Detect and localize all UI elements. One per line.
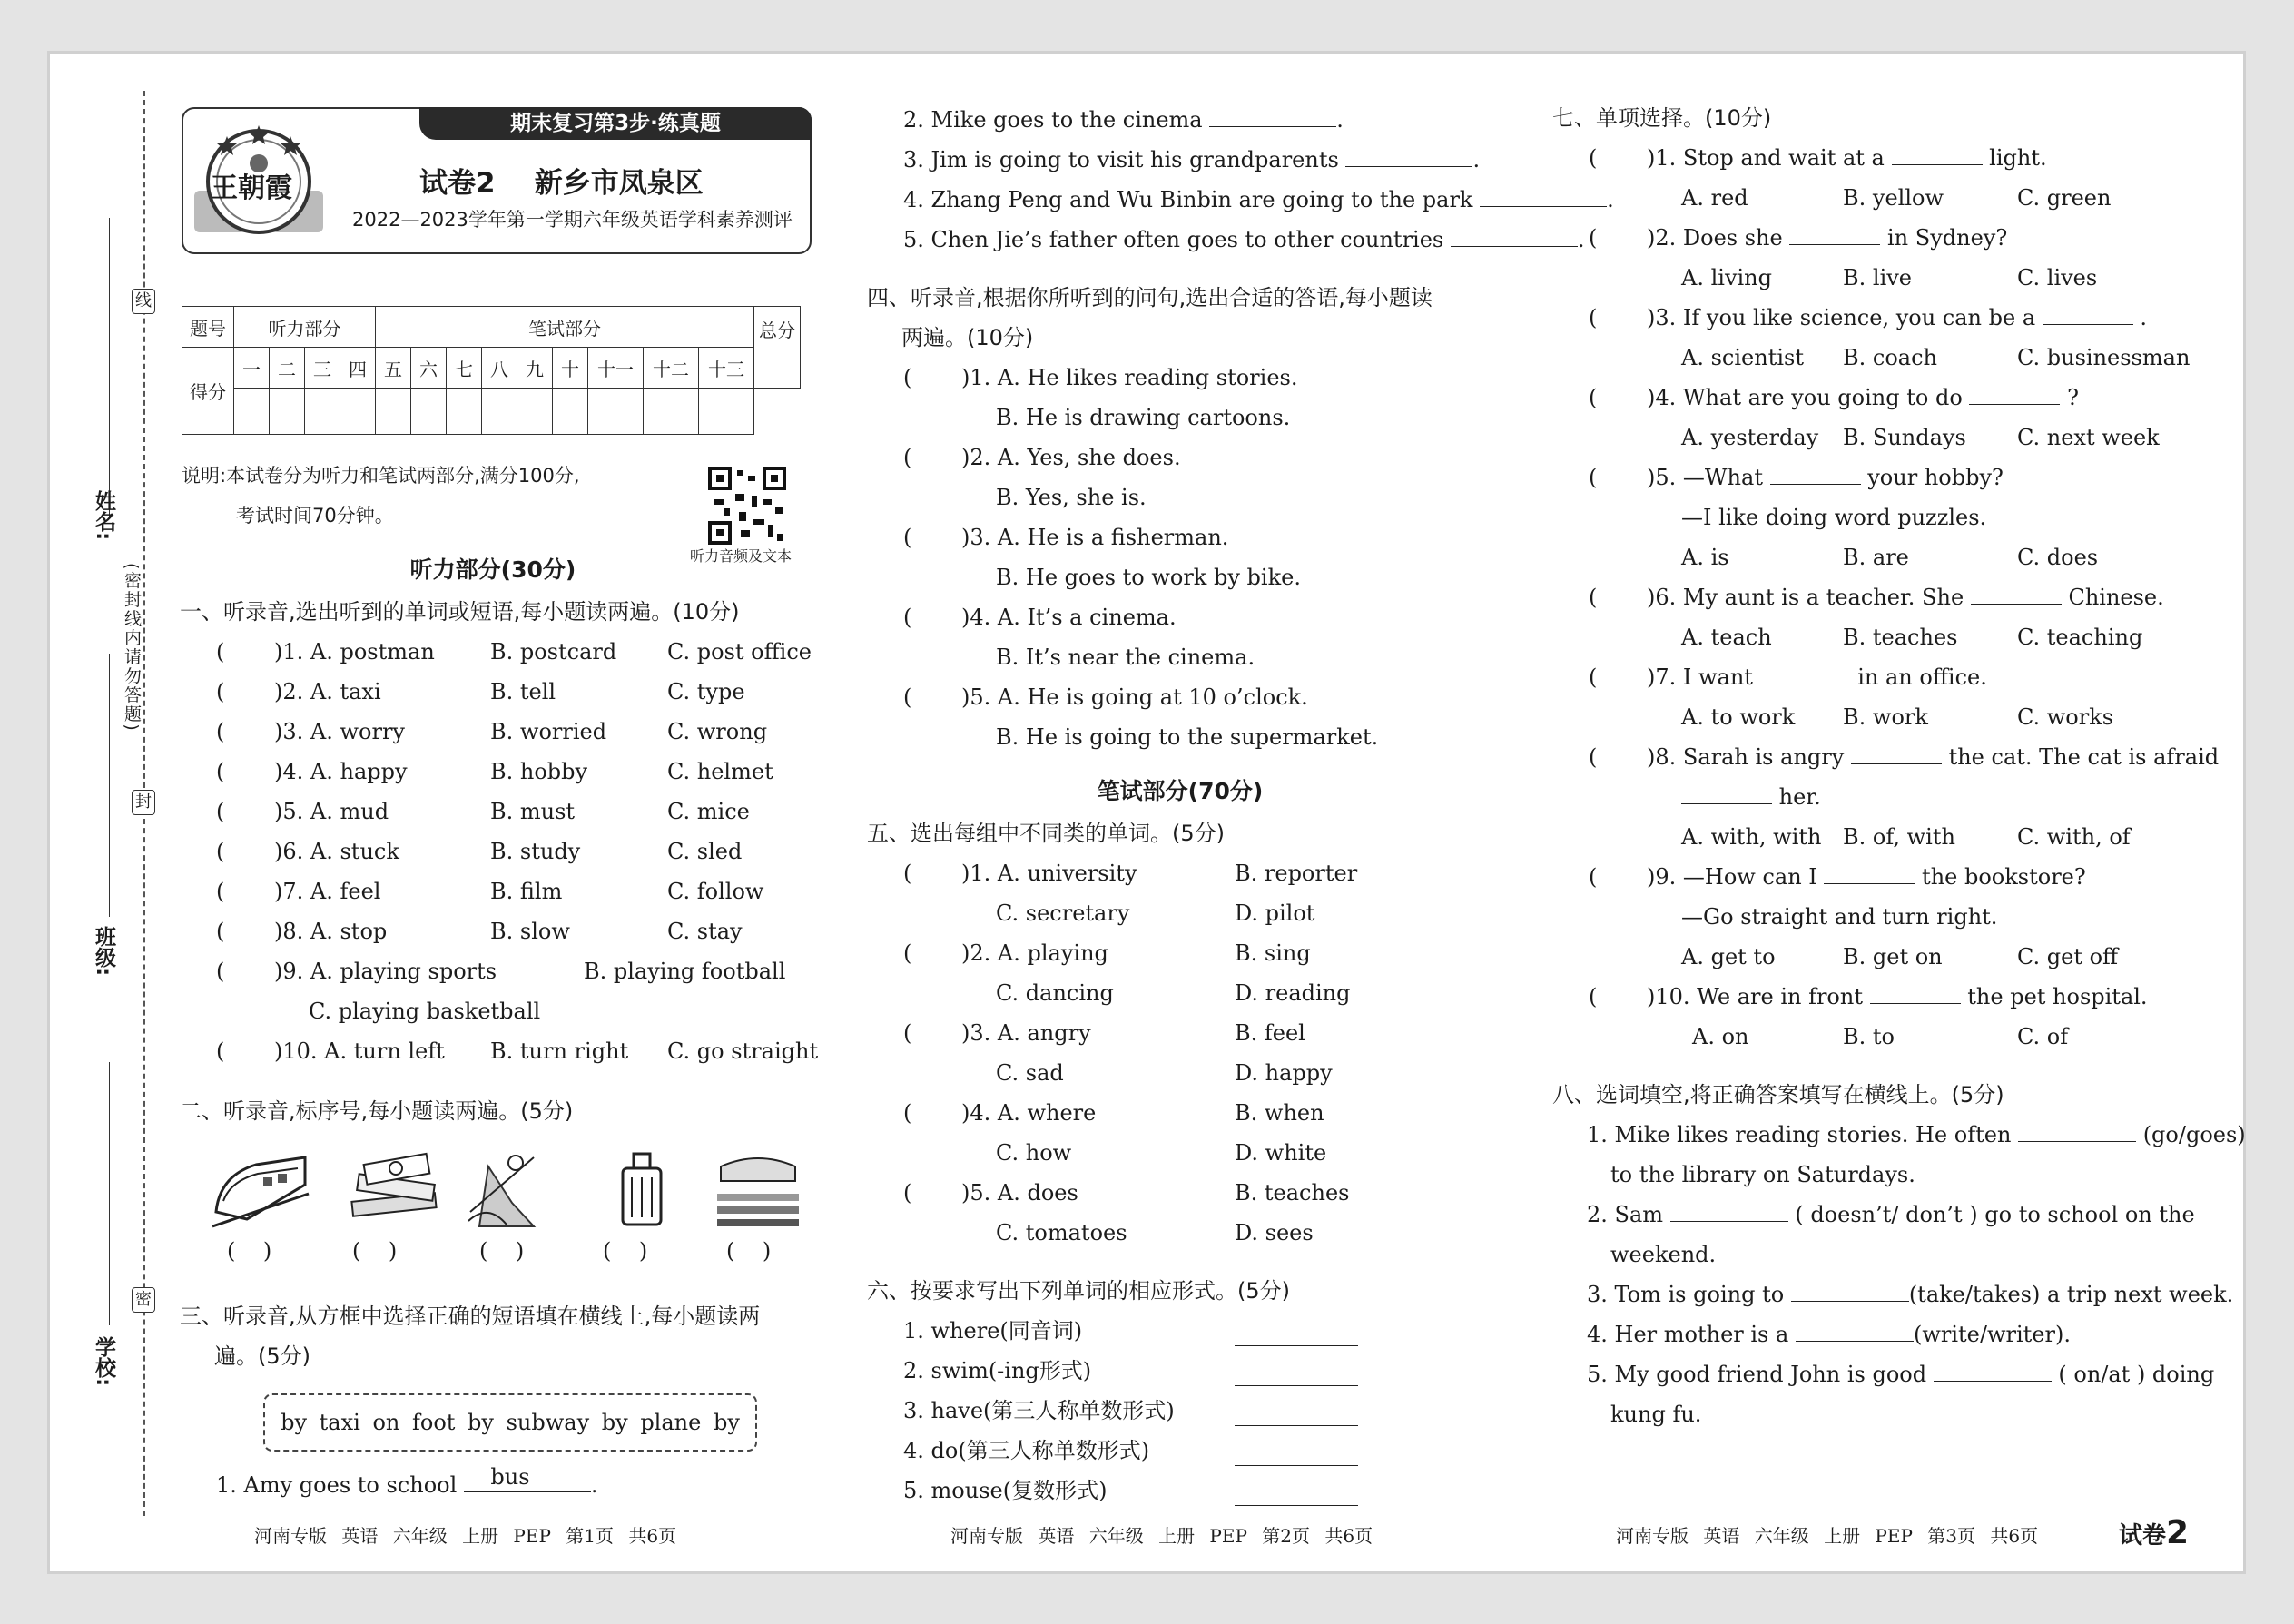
header-box bbox=[182, 107, 812, 254]
option-a[interactable]: )4. A. It’s a cinema. bbox=[961, 605, 1177, 630]
odd-one-out-q5 bbox=[867, 1173, 1493, 1213]
question-number: 二 bbox=[270, 348, 305, 389]
option-b[interactable]: B. must bbox=[490, 799, 576, 824]
answer-paren[interactable]: ( bbox=[903, 1100, 912, 1126]
s7-q7: ( )7. I want in an office. bbox=[1552, 657, 2206, 697]
option-a[interactable]: )1. A. He likes reading stories. bbox=[961, 365, 1298, 390]
option-b[interactable]: B. He is going to the supermarket. bbox=[996, 724, 1379, 750]
column-3: 七、单项选择。(10分) ( )1. Stop and wait at a light. A. red B. yellow C. green ( )2. Does she in Sydney? A. living B. live C. lives ( )3. If you like science, you can be a . A. scientist B. coach C. businessman ( )4. What are you going to do ? A. yesterday B. Sundays C. next week ( )5. —What your hobby? —I like doing word puzzles. A. is B. are C. does ( )6. My aunt is a teacher. She Chinese. A. teach B. teaches C. teaching ( )7. I want in an office. A. to work B. work C. works ( )8. Sarah is angry the cat. The cat is afraid her. A. with, with B. of, with C. with, of ( )9. —How can I the bookstore? —Go straight and turn right. A. get to B. get on C. get off ( )10. We are in front the pet hospital. A. on B. to C. of 八、选词填空,将正确答案填写在横线上。(5分) 1. Mike likes reading stories. He often (go/goes) to the library on Saturdays. 2. Sam ( doesn’t/ don’t ) go to school on the weekend. 3. Tom is going to (take/takes) a trip next week. 4. Her mother is a (write/writer). 5. My good friend John is good ( on/at ) doing kung fu. bbox=[1552, 98, 2206, 1434]
question-number: 四 bbox=[340, 348, 376, 389]
question-number: 十二 bbox=[644, 348, 699, 389]
option-c[interactable]: C. helmet bbox=[667, 759, 773, 784]
option-b[interactable]: B. Sundays bbox=[1843, 425, 1966, 450]
word-form-prompt: 4. do(第三人称单数形式) bbox=[903, 1438, 1150, 1463]
option-b[interactable]: B. hobby bbox=[490, 759, 588, 784]
option-b[interactable]: B. tell bbox=[490, 679, 556, 704]
option-d[interactable]: D. sees bbox=[1235, 1220, 1314, 1245]
odd-one-out-q2 bbox=[867, 933, 1493, 973]
s7-q6: ( )6. My aunt is a teacher. She Chinese. bbox=[1552, 577, 2206, 617]
note-line-1: 说明:本试卷分为听力和笔试两部分,满分100分, bbox=[182, 465, 580, 487]
s3-item-3: 3. Jim is going to visit his grandparents . bbox=[867, 140, 1493, 180]
s7-q10: ( )10. We are in front the pet hospital. bbox=[1552, 977, 2206, 1017]
paper-subtitle: 2022—2023学年第一学期六年级英语学科素养测评 bbox=[352, 209, 793, 231]
score-row-label: 题号 bbox=[182, 307, 234, 348]
option-c[interactable]: C. tomatoes bbox=[996, 1220, 1127, 1245]
response-q3 bbox=[867, 517, 1493, 557]
option-b[interactable]: B. teaches bbox=[1235, 1180, 1350, 1206]
listening-q6 bbox=[180, 832, 806, 871]
option-b[interactable]: B. film bbox=[490, 879, 563, 904]
option-a[interactable]: )3. A. angry bbox=[961, 1020, 1091, 1046]
total-header: 总分 bbox=[754, 307, 801, 389]
response-q5 bbox=[867, 677, 1493, 717]
books-icon bbox=[345, 1148, 445, 1230]
option-a[interactable]: )5. A. He is going at 10 o’clock. bbox=[961, 684, 1308, 710]
feng-char: 封 bbox=[132, 790, 155, 815]
s7-q9: ( )9. —How can I the bookstore? bbox=[1552, 857, 2206, 897]
option-a[interactable]: A. red bbox=[1681, 185, 1748, 211]
picture-answer-5[interactable]: ( ) bbox=[726, 1238, 772, 1264]
listening-title: 听力部分(30分) bbox=[409, 556, 576, 583]
word-form-q2 bbox=[867, 1351, 1493, 1391]
picture-answer-1[interactable]: ( ) bbox=[227, 1238, 272, 1264]
score-cell[interactable] bbox=[482, 389, 517, 435]
option-a[interactable]: )6. A. stuck bbox=[274, 839, 399, 864]
section-2-title: 二、听录音,标序号,每小题读两遍。(5分) bbox=[180, 1098, 574, 1124]
qr-code-icon[interactable] bbox=[708, 467, 786, 545]
score-cell[interactable] bbox=[517, 389, 553, 435]
option-c[interactable]: C. how bbox=[996, 1140, 1072, 1166]
option-b[interactable]: B. worried bbox=[490, 719, 607, 744]
s8-item-4: 4. Her mother is a (write/writer). bbox=[1552, 1314, 2206, 1354]
word-form-q5 bbox=[867, 1471, 1493, 1511]
option-d[interactable]: D. reading bbox=[1235, 980, 1351, 1006]
word-form-prompt: 2. swim(-ing形式) bbox=[903, 1358, 1092, 1383]
s8-item-2: 2. Sam ( doesn’t/ don’t ) go to school on the bbox=[1552, 1195, 2206, 1235]
section-5-title: 五、选出每组中不同类的单词。(5分) bbox=[867, 821, 1225, 846]
response-q2 bbox=[867, 438, 1493, 477]
class-line bbox=[109, 654, 110, 917]
option-c[interactable]: C. next week bbox=[2017, 425, 2160, 450]
question-number: 十一 bbox=[588, 348, 644, 389]
listening-header: 听力部分 bbox=[234, 307, 376, 348]
qr-caption: 听力音频及文本 bbox=[690, 547, 793, 565]
s8-item-1: 1. Mike likes reading stories. He often (go/goes) bbox=[1552, 1115, 2206, 1155]
answer-paren[interactable]: ( bbox=[216, 639, 225, 664]
logo-text: 王朝霞 bbox=[211, 172, 292, 204]
option-c[interactable]: C. businessman bbox=[2017, 345, 2191, 370]
answer-paren[interactable]: ( bbox=[903, 861, 912, 886]
xian-char: 线 bbox=[132, 289, 155, 314]
answer-paren[interactable]: ( bbox=[216, 719, 225, 744]
word-form-q1 bbox=[867, 1311, 1493, 1351]
school-label: 学校: bbox=[92, 1336, 115, 1387]
s7-q9-options: A. get to B. get on C. get off bbox=[1681, 944, 2119, 969]
score-table bbox=[182, 306, 801, 435]
option-b[interactable]: B. He is drawing cartoons. bbox=[996, 405, 1291, 430]
answer-paren[interactable]: ( bbox=[903, 605, 912, 630]
answer-blank[interactable] bbox=[1235, 1481, 1358, 1506]
choice-q3 bbox=[1552, 298, 2206, 338]
score-cell[interactable] bbox=[447, 389, 482, 435]
s3-item-5: 5. Chen Jie’s father often goes to other countries bbox=[867, 220, 1493, 260]
question-text: )3. If you like science, you can be a bbox=[1647, 305, 2036, 330]
writing-title: 笔试部分(70分) bbox=[1097, 778, 1264, 804]
note-line-2: 考试时间70分钟。 bbox=[236, 505, 394, 527]
s7-q8: ( )8. Sarah is angry the cat. The cat is afraid bbox=[1552, 737, 2206, 777]
choice-q1 bbox=[1552, 138, 2206, 178]
answer-paren[interactable]: ( bbox=[903, 445, 912, 470]
question-tail: . bbox=[2140, 305, 2148, 330]
score-cell[interactable] bbox=[376, 389, 411, 435]
fisherman-icon bbox=[461, 1148, 561, 1230]
score-cell[interactable] bbox=[305, 389, 340, 435]
s7-q7-options: A. to work B. work C. works bbox=[1681, 704, 2114, 730]
s7-q6-options: A. teach B. teaches C. teaching bbox=[1681, 625, 2143, 650]
option-c[interactable]: C. wrong bbox=[667, 719, 768, 744]
score-cell[interactable] bbox=[699, 389, 754, 435]
option-a[interactable]: )4. A. where bbox=[961, 1100, 1097, 1126]
answer-blank[interactable] bbox=[1892, 141, 1983, 165]
header-tag: 期末复习第3步·练真题 bbox=[419, 107, 812, 140]
s3-item-2: 2. Mike goes to the cinema . bbox=[867, 100, 1493, 140]
option-d[interactable]: D. happy bbox=[1235, 1060, 1333, 1086]
corner-label: 试卷2 bbox=[2119, 1514, 2190, 1551]
option-a[interactable]: )5. A. mud bbox=[274, 799, 389, 824]
answer-paren[interactable]: ( bbox=[1589, 225, 1598, 251]
question-tail: light. bbox=[1989, 145, 2047, 171]
answer-blank[interactable] bbox=[1235, 1322, 1358, 1346]
word-form-prompt: 1. where(同音词) bbox=[903, 1318, 1083, 1343]
section-1-title: 一、听录音,选出听到的单词或短语,每小题读两遍。(10分) bbox=[180, 599, 740, 625]
option-b[interactable]: B. when bbox=[1235, 1100, 1324, 1126]
question-number: 八 bbox=[482, 348, 517, 389]
question-number: 五 bbox=[376, 348, 411, 389]
stadium-crowd-icon bbox=[708, 1148, 808, 1230]
s8-item-5: 5. My good friend John is good ( on/at ) doing bbox=[1552, 1354, 2206, 1394]
class-label: 班级: bbox=[92, 926, 115, 977]
option-a[interactable]: A. yesterday bbox=[1681, 425, 1819, 450]
option-b[interactable]: B. slow bbox=[490, 919, 570, 944]
picture-answer-4[interactable]: ( ) bbox=[603, 1238, 648, 1264]
option-c[interactable]: C. mice bbox=[667, 799, 750, 824]
question-text: )2. Does she bbox=[1647, 225, 1783, 251]
score-cell[interactable] bbox=[411, 389, 447, 435]
picture-answer-3[interactable]: ( ) bbox=[479, 1238, 525, 1264]
q9-option-c: C. playing basketball bbox=[309, 999, 541, 1024]
s3-item-4: 4. Zhang Peng and Wu Binbin are going to the park bbox=[867, 180, 1493, 220]
q9: ( )9. A. playing sports B. playing football bbox=[216, 959, 786, 984]
question-tail: in Sydney? bbox=[1887, 225, 2008, 251]
paper-title: 试卷2 新乡市凤泉区 bbox=[419, 167, 704, 200]
option-a[interactable]: )5. A. does bbox=[961, 1180, 1078, 1206]
option-c[interactable]: C. sad bbox=[996, 1060, 1064, 1086]
score-row-label-2: 得分 bbox=[182, 348, 234, 435]
s7-q5: ( )5. —What your hobby? bbox=[1552, 458, 2206, 497]
answer-paren[interactable]: ( bbox=[216, 879, 225, 904]
score-cell[interactable] bbox=[340, 389, 376, 435]
name-line bbox=[109, 218, 110, 517]
option-b[interactable]: B. It’s near the cinema. bbox=[996, 645, 1255, 670]
answer-paren[interactable]: ( bbox=[216, 919, 225, 944]
odd-one-out-q3 bbox=[867, 1013, 1493, 1053]
column-1-lower bbox=[180, 1296, 806, 1376]
listening-q3 bbox=[180, 712, 806, 752]
option-c[interactable]: C. post office bbox=[667, 639, 812, 664]
answer-paren[interactable]: ( bbox=[903, 525, 912, 550]
score-cell[interactable] bbox=[644, 389, 699, 435]
option-c[interactable]: C. secretary bbox=[996, 901, 1130, 926]
suitcase-icon bbox=[592, 1148, 692, 1230]
score-cell[interactable] bbox=[270, 389, 305, 435]
option-a[interactable]: )2. A. playing bbox=[961, 940, 1108, 966]
question-number: 九 bbox=[517, 348, 553, 389]
answer-paren[interactable]: ( bbox=[903, 940, 912, 966]
option-a[interactable]: )2. A. taxi bbox=[274, 679, 381, 704]
writing-header: 笔试部分 bbox=[376, 307, 754, 348]
section-3-title: 三、听录音,从方框中选择正确的短语填在横线上,每小题读两 bbox=[180, 1304, 761, 1329]
option-b[interactable]: B. He goes to work by bike. bbox=[996, 565, 1301, 590]
option-a[interactable]: )2. A. Yes, she does. bbox=[961, 445, 1181, 470]
exam-note bbox=[182, 456, 580, 536]
answer-blank[interactable] bbox=[1235, 1362, 1358, 1386]
option-d[interactable]: D. pilot bbox=[1235, 901, 1315, 926]
option-b[interactable]: B. postcard bbox=[490, 639, 617, 664]
question-number: 十三 bbox=[699, 348, 754, 389]
section-6-title: 六、按要求写出下列单词的相应形式。(5分) bbox=[867, 1278, 1290, 1304]
option-c[interactable]: C. sled bbox=[667, 839, 743, 864]
option-b[interactable]: B. study bbox=[490, 839, 581, 864]
word-form-prompt: 3. have(第三人称单数形式) bbox=[903, 1398, 1175, 1423]
question-tail: ? bbox=[2067, 385, 2079, 410]
word-form-prompt: 5. mouse(复数形式) bbox=[903, 1478, 1108, 1503]
option-a[interactable]: )4. A. happy bbox=[274, 759, 408, 784]
section-4-title: 四、听录音,根据你所听到的问句,选出合适的答语,每小题读 bbox=[867, 285, 1433, 310]
answer-paren[interactable]: ( bbox=[216, 759, 225, 784]
odd-one-out-q1 bbox=[867, 853, 1493, 893]
listening-q5 bbox=[180, 792, 806, 832]
question-number: 一 bbox=[234, 348, 270, 389]
answer-paren[interactable]: ( bbox=[1589, 145, 1598, 171]
section-4-title-2: 两遍。(10分) bbox=[901, 325, 1034, 350]
train-icon bbox=[211, 1148, 310, 1230]
answer-blank[interactable] bbox=[1969, 380, 2060, 405]
choice-q4 bbox=[1552, 378, 2206, 418]
option-b[interactable]: B. feel bbox=[1235, 1020, 1305, 1046]
answer-paren[interactable]: ( bbox=[903, 365, 912, 390]
option-a[interactable]: )7. A. feel bbox=[274, 879, 381, 904]
option-c[interactable]: C. dancing bbox=[996, 980, 1114, 1006]
listening-q8 bbox=[180, 911, 806, 951]
column-1 bbox=[180, 548, 819, 1131]
option-b[interactable]: B. yellow bbox=[1843, 185, 1944, 211]
mi-char: 密 bbox=[132, 1287, 155, 1313]
s7-q10-options: A. on B. to C. of bbox=[1692, 1024, 2069, 1049]
s8-item-3: 3. Tom is going to (take/takes) a trip next week. bbox=[1552, 1275, 2206, 1314]
seal-warning: (密封线内请勿答题) bbox=[122, 563, 142, 733]
option-c[interactable]: C. lives bbox=[2017, 265, 2098, 290]
q10: ( )10. A. turn left B. turn right C. go straight bbox=[216, 1038, 819, 1064]
option-a[interactable]: )3. A. worry bbox=[274, 719, 405, 744]
odd-one-out-q4 bbox=[867, 1093, 1493, 1133]
answer-blank[interactable] bbox=[1235, 1402, 1358, 1426]
option-a[interactable]: A. living bbox=[1681, 265, 1772, 290]
option-a[interactable]: )8. A. stop bbox=[274, 919, 388, 944]
response-q4 bbox=[867, 597, 1493, 637]
answer-paren[interactable]: ( bbox=[216, 679, 225, 704]
option-a[interactable]: A. scientist bbox=[1681, 345, 1804, 370]
answer-blank[interactable] bbox=[2043, 300, 2133, 325]
question-text: )4. What are you going to do bbox=[1647, 385, 1963, 410]
option-c[interactable]: C. stay bbox=[667, 919, 743, 944]
option-c[interactable]: C. follow bbox=[667, 879, 764, 904]
section-8-title: 八、选词填空,将正确答案填写在横线上。(5分) bbox=[1552, 1082, 2004, 1107]
choice-q2 bbox=[1552, 218, 2206, 258]
question-number: 七 bbox=[447, 348, 482, 389]
question-number: 六 bbox=[411, 348, 447, 389]
answer-paren[interactable]: ( bbox=[216, 839, 225, 864]
score-cell[interactable] bbox=[553, 389, 588, 435]
option-b[interactable]: B. live bbox=[1843, 265, 1913, 290]
answer-paren[interactable]: ( bbox=[216, 799, 225, 824]
section-3-title-2: 遍。(5分) bbox=[214, 1343, 310, 1369]
answer-paren[interactable]: ( bbox=[1589, 385, 1598, 410]
option-d[interactable]: D. white bbox=[1235, 1140, 1327, 1166]
question-text: )1. Stop and wait at a bbox=[1647, 145, 1885, 171]
s3-item-1: 1. Amy goes to school . bbox=[216, 1465, 2294, 1505]
option-b[interactable]: B. sing bbox=[1235, 940, 1311, 966]
column-2 bbox=[867, 100, 1493, 1511]
listening-q7 bbox=[180, 871, 806, 911]
score-cell[interactable] bbox=[588, 389, 644, 435]
section-7-title: 七、单项选择。(10分) bbox=[1552, 105, 1772, 131]
option-b[interactable]: B. reporter bbox=[1235, 861, 1358, 886]
score-cell[interactable] bbox=[234, 389, 270, 435]
answer-blank[interactable] bbox=[1235, 1442, 1358, 1466]
footer-page-3: 河南专版 英语 六年级 上册 PEP 第3页 共6页 bbox=[1616, 1525, 2039, 1547]
option-b[interactable]: B. coach bbox=[1843, 345, 1937, 370]
answer-blank[interactable] bbox=[464, 1468, 591, 1492]
option-a[interactable]: )1. A. postman bbox=[274, 639, 435, 664]
footer-page-1: 河南专版 英语 六年级 上册 PEP 第1页 共6页 bbox=[254, 1525, 677, 1547]
listening-q1 bbox=[180, 632, 812, 672]
name-label: 姓名: bbox=[92, 490, 115, 541]
s7-q5-options: A. is B. are C. does bbox=[1681, 545, 2099, 570]
school-line bbox=[109, 1062, 110, 1325]
listening-q4 bbox=[180, 752, 806, 792]
option-a[interactable]: )3. A. He is a fisherman. bbox=[961, 525, 1229, 550]
s7-q8-options: A. with, with B. of, with C. with, of bbox=[1681, 824, 2131, 850]
word-form-q4 bbox=[867, 1431, 1493, 1471]
answer-blank[interactable] bbox=[1789, 221, 1880, 245]
option-c[interactable]: C. type bbox=[667, 679, 745, 704]
phrase-box: by taxi on foot by subway by plane by bus bbox=[263, 1393, 757, 1452]
option-a[interactable]: )1. A. university bbox=[961, 861, 1137, 886]
footer-page-2: 河南专版 英语 六年级 上册 PEP 第2页 共6页 bbox=[950, 1525, 1373, 1547]
answer-paren[interactable]: ( bbox=[1589, 305, 1598, 330]
option-c[interactable]: C. green bbox=[2017, 185, 2112, 211]
word-form-q3 bbox=[867, 1391, 1493, 1431]
question-number: 十 bbox=[553, 348, 588, 389]
option-b[interactable]: B. Yes, she is. bbox=[996, 485, 1147, 510]
question-number: 三 bbox=[305, 348, 340, 389]
picture-answer-2[interactable]: ( ) bbox=[352, 1238, 398, 1264]
answer-paren[interactable]: ( bbox=[903, 684, 912, 710]
listening-q2 bbox=[180, 672, 806, 712]
response-q1 bbox=[867, 358, 1493, 398]
answer-paren[interactable]: ( bbox=[903, 1180, 912, 1206]
answer-paren[interactable]: ( bbox=[903, 1020, 912, 1046]
